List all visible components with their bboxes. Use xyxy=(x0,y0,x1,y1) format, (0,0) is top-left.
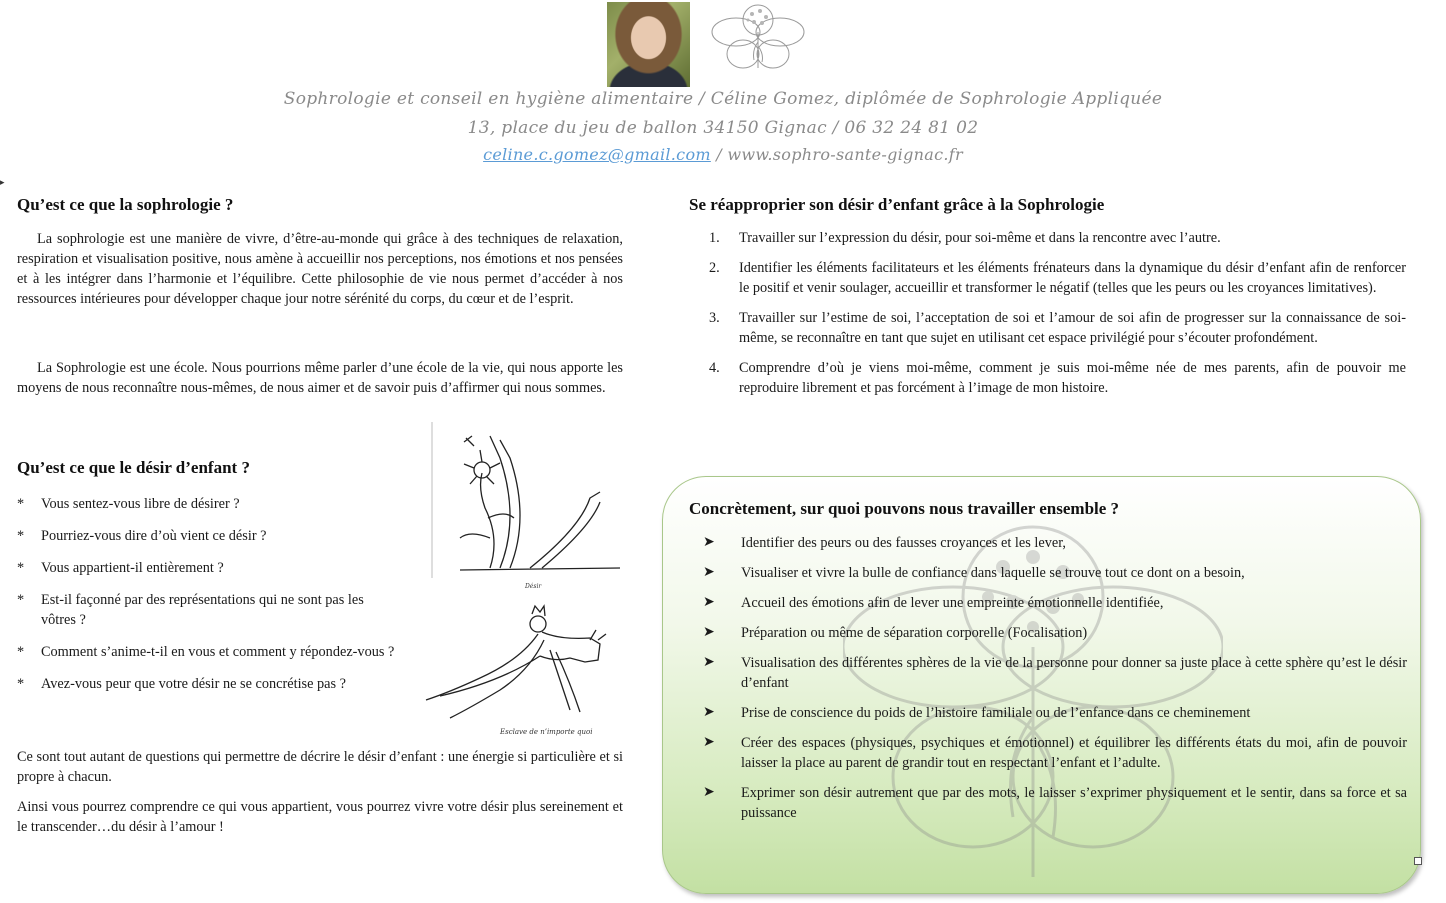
question-item xyxy=(17,494,397,514)
action-item xyxy=(689,783,1407,823)
arrow-bullet-icon: ➤ xyxy=(703,735,715,750)
actions-list xyxy=(689,533,1407,833)
numbered-text: Travailler sur l’estime de soi, l’acceptation de soi et l’amour de soi afin de progresser sur la connaissance de soi-même, se reconnaître en tant que sujet en utilisant cet espace privilégié pour s’écouter profondément. xyxy=(739,310,1406,346)
action-text: Préparation ou même de séparation corporelle (Focalisation) xyxy=(741,625,1088,641)
numbered-item xyxy=(689,308,1406,348)
item-number: 3. xyxy=(709,310,720,326)
arrow-bullet-icon: ➤ xyxy=(703,565,715,580)
slave-figure-drawing-icon xyxy=(420,600,630,740)
desir-paragraph-2: Ainsi vous pourrez comprendre ce qui vous appartient, vous pourrez vivre votre désir plus sereinement et le transcender…du désir à l’amour ! xyxy=(17,799,623,835)
section-title-sophrologie: Qu’est ce que la sophrologie ? xyxy=(17,195,234,214)
numbered-text: Comprendre d’où je viens moi-même, comment je suis moi-même née de mes parents, afin de pouvoir me reproduire librement et pas forcément à l’image de mon histoire. xyxy=(739,360,1406,396)
question-item xyxy=(17,558,397,578)
tree-flower-logo-icon xyxy=(708,2,808,72)
desir-paragraph-1: Ce sont tout autant de questions qui permettre de décrire le désir d’enfant : une énergie si particulière et si propre à chacun. xyxy=(17,749,623,785)
action-item xyxy=(689,703,1407,723)
desire-flower-drawing-icon xyxy=(430,418,630,593)
drawing1-caption: Désir xyxy=(525,583,542,590)
numbered-item xyxy=(689,358,1406,398)
action-text: Créer des espaces (physiques, psychiques et émotionnel) et équilibrer les différents états du moi, afin de pouvoir laisser la place au parent de grandir tout en respectant l’enfant et l’adulte. xyxy=(741,735,1407,771)
question-text: Avez-vous peur que votre désir ne se concrétise pas ? xyxy=(41,676,347,692)
questions-list xyxy=(17,494,397,706)
question-text: Vous appartient-il entièrement ? xyxy=(41,560,224,576)
numbered-text: Identifier les éléments facilitateurs et les éléments frénateurs dans la dynamique du désir d’enfant afin de renforcer le positif et venir soulager, accueillir et transformer le négatif (telles que les peurs ou les croyances limitatives). xyxy=(739,260,1406,296)
question-text: Comment s’anime-t-il en vous et comment y répondez-vous ? xyxy=(41,644,395,660)
numbered-item xyxy=(689,228,1406,248)
box-title: Concrètement, sur quoi pouvons nous travailler ensemble ? xyxy=(689,499,1120,518)
action-item xyxy=(689,733,1407,773)
action-item xyxy=(689,563,1407,583)
action-text: Visualiser et vivre la bulle de confiance dans laquelle se trouve tout ce dont on a besoin, xyxy=(741,565,1245,581)
action-item xyxy=(689,653,1407,693)
action-item xyxy=(689,623,1407,643)
drawing2-caption: Esclave de n’importe quoi xyxy=(500,728,593,736)
concretement-box[interactable] xyxy=(662,476,1421,894)
question-text: Vous sentez-vous libre de désirer ? xyxy=(41,496,240,512)
section-title-reapproprier: Se réapproprier son désir d’enfant grâce à la Sophrologie xyxy=(689,195,1105,214)
question-text: Est-il façonné par des représentations qui ne sont pas les vôtres ? xyxy=(41,592,364,628)
website-text: www.sophro-sante-gignac.fr xyxy=(727,145,963,164)
bullet-icon: * xyxy=(17,644,25,660)
sophrologie-paragraph-2: La Sophrologie est une école. Nous pourrions même parler d’une école de la vie, qui nous apporte les moyens de nous reconnaître nous-mêmes, de nous aimer et de savoir puis d’affirmer qui nous sommes. xyxy=(17,360,623,396)
resize-handle[interactable] xyxy=(1414,857,1422,865)
numbered-list xyxy=(689,228,1406,408)
action-item xyxy=(689,533,1407,553)
contact-separator: / xyxy=(710,145,728,164)
anchor-marker: ▸ xyxy=(0,178,5,188)
arrow-bullet-icon: ➤ xyxy=(703,785,715,800)
action-text: Exprimer son désir autrement que par des mots, le laisser s’exprimer physiquement et le sentir, dans sa force et sa puissance xyxy=(741,785,1407,821)
item-number: 1. xyxy=(709,230,720,246)
numbered-item xyxy=(689,258,1406,298)
action-item xyxy=(689,593,1407,613)
question-item xyxy=(17,674,397,694)
header-contact xyxy=(0,145,1446,164)
question-item xyxy=(17,590,397,630)
question-text: Pourriez-vous dire d’où vient ce désir ? xyxy=(41,528,267,544)
arrow-bullet-icon: ➤ xyxy=(703,625,715,640)
question-item xyxy=(17,642,397,662)
item-number: 2. xyxy=(709,260,720,276)
question-item xyxy=(17,526,397,546)
bullet-icon: * xyxy=(17,528,25,544)
portrait-photo xyxy=(607,2,690,87)
header-address: 13, place du jeu de ballon 34150 Gignac / 06 32 24 81 02 xyxy=(467,118,979,138)
action-text: Accueil des émotions afin de lever une empreinte émotionnelle identifiée, xyxy=(741,595,1164,611)
numbered-text: Travailler sur l’expression du désir, pour soi-même et dans la rencontre avec l’autre. xyxy=(739,230,1221,246)
bullet-icon: * xyxy=(17,560,25,576)
arrow-bullet-icon: ➤ xyxy=(703,595,715,610)
email-link[interactable]: celine.c.gomez@gmail.com xyxy=(483,145,711,164)
header-title: Sophrologie et conseil en hygiène alimentaire / Céline Gomez, diplômée de Sophrologie Appliquée xyxy=(283,89,1163,109)
sophrologie-paragraph-1: La sophrologie est une manière de vivre, d’être-au-monde qui grâce à des techniques de relaxation, respiration et visualisation positive, nous amène à accueillir nos perceptions, nos émotions et nos pensées et à les intégrer dans l’harmonie et l’équilibre. Cette philosophie de vie nous permet d’accéder à nos ressources intérieures pour développer chaque jour notre sérénité du corps, du cœur et de l’esprit. xyxy=(17,231,623,307)
section-title-desir: Qu’est ce que le désir d’enfant ? xyxy=(17,458,250,477)
bullet-icon: * xyxy=(17,592,25,608)
arrow-bullet-icon: ➤ xyxy=(703,535,715,550)
action-text: Visualisation des différentes sphères de la vie de la personne pour donner sa juste place à cette sphère qu’est le désir d’enfant xyxy=(741,655,1407,691)
arrow-bullet-icon: ➤ xyxy=(703,655,715,670)
action-text: Prise de conscience du poids de l’histoire familiale ou de l’enfance dans ce cheminement xyxy=(741,705,1251,721)
arrow-bullet-icon: ➤ xyxy=(703,705,715,720)
bullet-icon: * xyxy=(17,676,25,692)
bullet-icon: * xyxy=(17,496,25,512)
action-text: Identifier des peurs ou des fausses croyances et les lever, xyxy=(741,535,1066,551)
item-number: 4. xyxy=(709,360,720,376)
